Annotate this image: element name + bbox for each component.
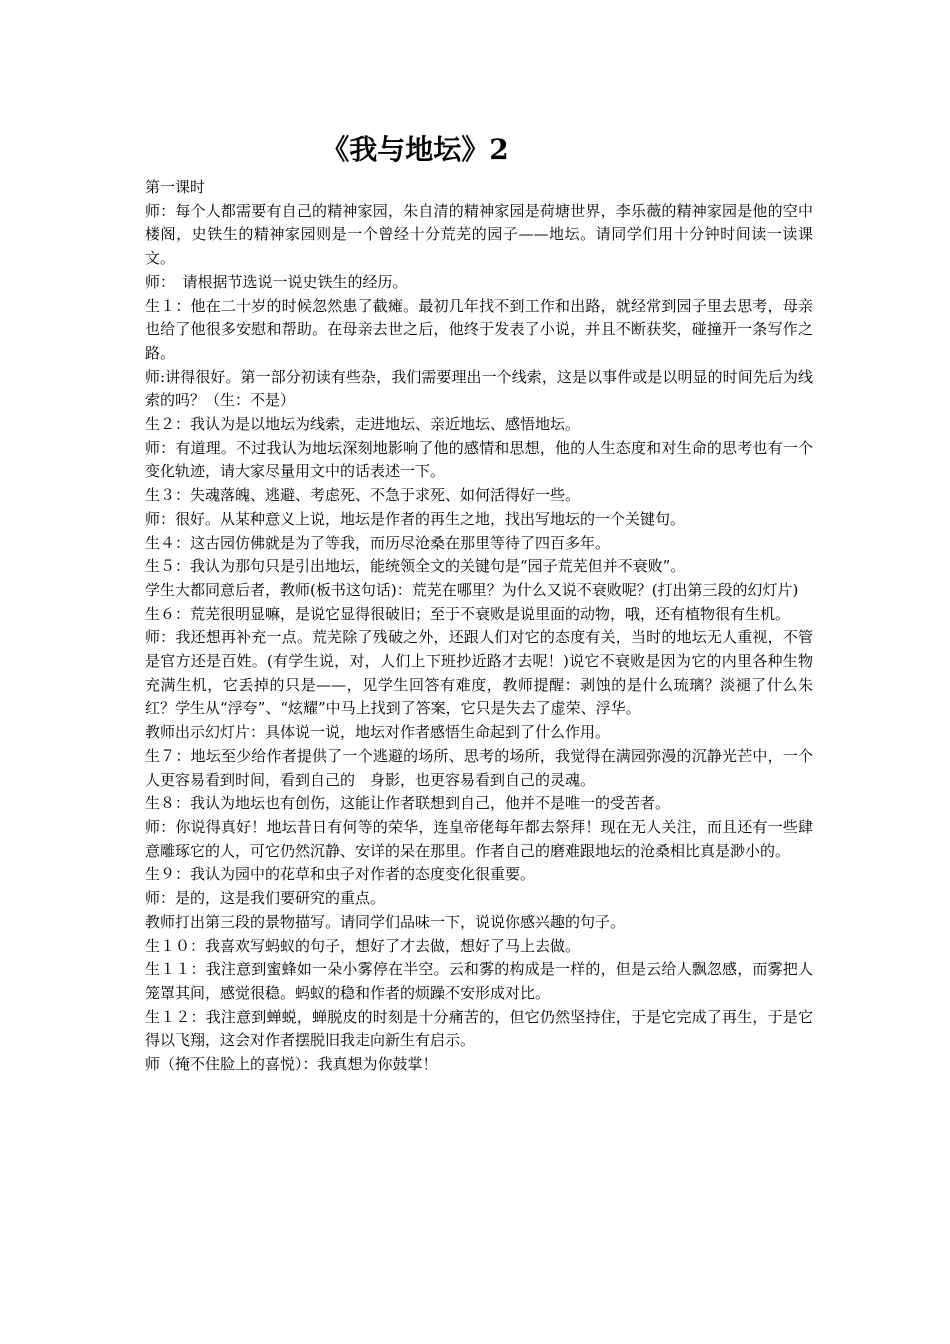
paragraph: 师：有道理。不过我认为地坛深刻地影响了他的感情和思想，他的人生态度和对生命的思考也有一个变化轨迹，请大家尽量用文中的话表述一下。 <box>145 438 813 481</box>
paragraph: 生５：我认为那句只是引出地坛，能统领全文的关键句是“园子荒芜但并不衰败”。 <box>145 557 686 576</box>
document-title: 《我与地坛》2 <box>321 133 509 166</box>
paragraph: 生１：他在二十岁的时候忽然患了截瘫。最初几年找不到工作和出路，就经常到园子里去思考，母亲也给了他很多安慰和帮助。在母亲去世之后，他终于发表了小说，并且不断获奖，碰撞开一条写作之路。 <box>145 296 813 362</box>
paragraph: 生１２：我注意到蝉蜕，蝉脱皮的时刻是十分痛苦的，但它仍然坚持住，于是它完成了再生，于是它得以飞翔，这会对作者摆脱旧我走向新生有启示。 <box>145 1007 813 1050</box>
document-body <box>145 176 813 1077</box>
paragraph: 师：很好。从某种意义上说，地坛是作者的再生之地，找出写地坛的一个关键句。 <box>145 509 686 528</box>
paragraph: 生９：我认为园中的花草和虫子对作者的态度变化很重要。 <box>145 865 536 884</box>
paragraph: 教师出示幻灯片：具体说一说，地坛对作者感悟生命起到了什么作用。 <box>145 723 611 742</box>
paragraph: 师： 请根据节选说一说史铁生的经历。 <box>145 272 408 291</box>
paragraph: 师：你说得真好！地坛昔日有何等的荣华，连皇帝佬每年都去祭拜！现在无人关注，而且还有一些肆意雕琢它的人，可它仍然沉静、安详的呆在那里。作者自己的磨难跟地坛的沧桑相比真是渺小的。 <box>145 817 813 860</box>
paragraph: 教师打出第三段的景物描写。请同学们品味一下，说说你感兴趣的句子。 <box>145 912 626 931</box>
paragraph: 师：每个人都需要有自己的精神家园，朱自清的精神家园是荷塘世界，李乐薇的精神家园是他的空中楼阁，史铁生的精神家园则是一个曾经十分荒芜的园子——地坛。请同学们用十分钟时间读一读课文。 <box>145 201 813 268</box>
paragraph: 第一课时 <box>145 178 206 196</box>
paragraph: 生３：失魂落魄、逃避、考虑死、不急于求死、如何活得好一些。 <box>145 486 581 505</box>
paragraph: 生１１：我注意到蜜蜂如一朵小雾停在半空。云和雾的构成是一样的，但是云给人飘忽感，而雾把人笼罩其间，感觉很稳。蚂蚁的稳和作者的烦躁不安形成对比。 <box>145 960 813 1002</box>
paragraph: 生２：我认为是以地坛为线索，走进地坛、亲近地坛、感悟地坛。 <box>145 415 581 434</box>
paragraph: 师：是的，这是我们要研究的重点。 <box>145 889 386 908</box>
paragraph: 师：我还想再补充一点。荒芜除了残破之外，还跟人们对它的态度有关，当时的地坛无人重视，不管是官方还是百姓。(有学生说，对，人们上下班抄近路才去呢！)说它不衰败是因为它的内里各种生物充满生机，它丢掉的只是——，见学生回答有难度，教师提醒：剥蚀的是什么琉璃？淡褪了什么朱红？学生从“浮夸”、“炫耀”中马上找到了答案，它只是失去了虚荣、浮华。 <box>145 628 813 718</box>
paragraph: 师（掩不住脸上的喜悦）：我真想为你鼓掌！ <box>145 1055 438 1074</box>
paragraph: 学生大都同意后者，教师(板书这句话)：荒芜在哪里？为什么又说不衰败呢？(打出第三段的幻灯片) <box>145 580 799 599</box>
paragraph: 师:讲得很好。第一部分初读有些杂，我们需要理出一个线索，这是以事件或是以明显的时间先后为线索的吗？（生：不是） <box>145 367 813 410</box>
paragraph: 生６：荒芜很明显嘛，是说它显得很破旧；至于不衰败是说里面的动物，哦，还有植物很有生机。 <box>145 604 791 623</box>
paragraph: 生４：这古园仿佛就是为了等我，而历尽沧桑在那里等待了四百多年。 <box>145 533 611 552</box>
paragraph: 生７：地坛至少给作者提供了一个逃避的场所、思考的场所，我觉得在满园弥漫的沉静光芒中，一个人更容易看到时间，看到自己的 身影，也更容易看到自己的灵魂。 <box>145 746 813 789</box>
paragraph: 生８：我认为地坛也有创伤，这能让作者联想到自己，他并不是唯一的受苦者。 <box>145 794 671 813</box>
paragraph: 生１０：我喜欢写蚂蚁的句子，想好了才去做，想好了马上去做。 <box>145 936 581 955</box>
